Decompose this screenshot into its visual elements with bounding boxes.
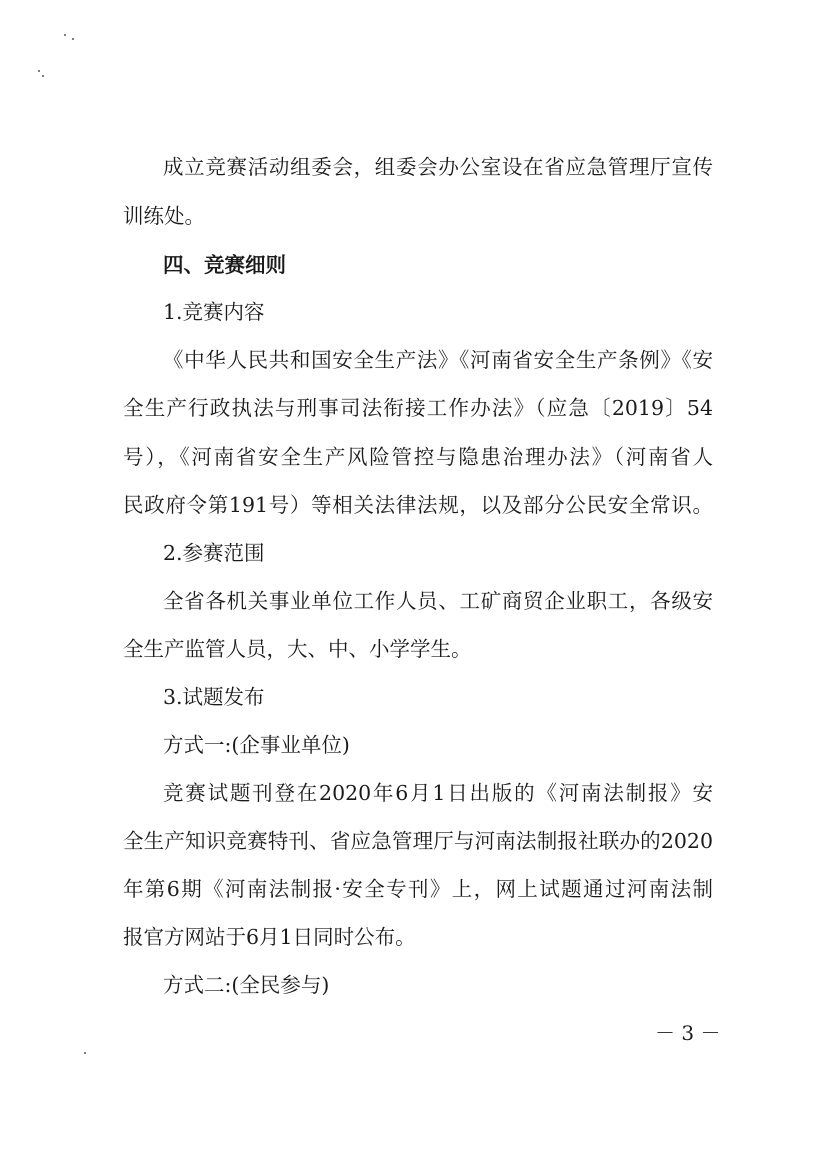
paragraph-line: 全省各机关事业单位工作人员、工矿商贸企业职工，各级安 [163,589,713,613]
scan-speck [38,70,40,72]
paragraph-line: 方式一:(企事业单位) [163,733,350,757]
paragraph-line: 年第6期《河南法制报·安全专刊》上，网上试题通过河南法制 [123,877,713,901]
scan-speck [64,34,66,36]
paragraph-line: 全生产行政执法与刑事司法衔接工作办法》（应急〔2019〕54 [123,396,713,420]
paragraph-line: 《中华人民共和国安全生产法》《河南省安全生产条例》《安 [163,348,713,372]
scan-speck [42,75,44,77]
scan-speck [72,38,74,40]
section-heading: 四、竞赛细则 [163,253,286,277]
subsection-heading: 2.参赛范围 [163,541,265,565]
paragraph-line: 全生产知识竞赛特刊、省应急管理厅与河南法制报社联办的2020 [123,829,713,853]
subsection-heading: 3.试题发布 [163,685,265,709]
paragraph-line: 竞赛试题刊登在2020年6月1日出版的《河南法制报》安 [163,781,713,805]
paragraph-line: 号），《河南省安全生产风险管控与隐患治理办法》（河南省人 [123,445,713,469]
scan-speck [84,1052,86,1054]
paragraph-line: 方式二:(全民参与) [163,973,330,997]
subsection-heading: 1.竞赛内容 [163,300,265,324]
paragraph-line: 民政府令第191号）等相关法律法规，以及部分公民安全常识。 [123,493,713,517]
paragraph-line: 训练处。 [123,204,205,228]
paragraph-line: 成立竞赛活动组委会，组委会办公室设在省应急管理厅宣传 [163,155,713,179]
page-number: － 3 － [655,1021,721,1045]
paragraph-line: 全生产监管人员，大、中、小学学生。 [123,637,472,661]
paragraph-line: 报官方网站于6月1日同时公布。 [123,925,416,949]
